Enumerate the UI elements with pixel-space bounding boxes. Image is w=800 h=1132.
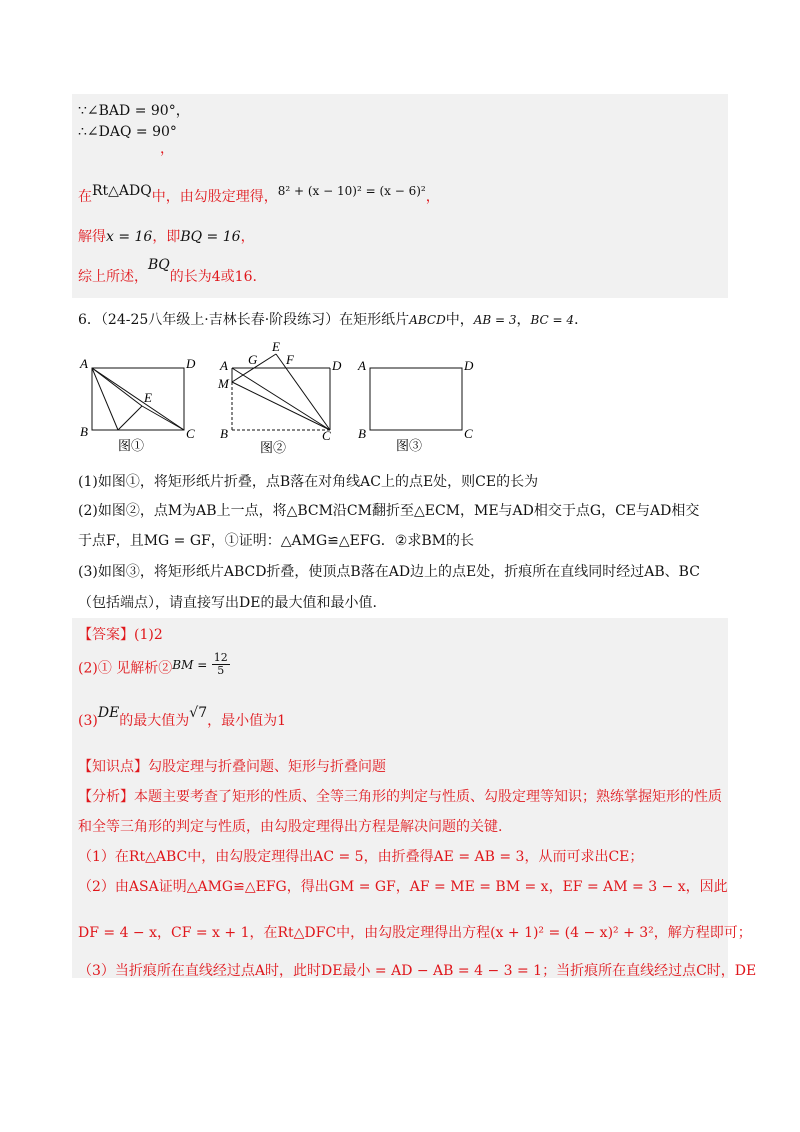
- label-d: D: [464, 358, 474, 373]
- solution-line-1: [78, 100, 190, 120]
- caption-fig3: 图③: [396, 439, 423, 454]
- label-e: E: [272, 339, 280, 354]
- label-f: F: [286, 352, 294, 367]
- problem-mid: 中，: [445, 312, 474, 328]
- answer-3-prefix: (3): [78, 713, 98, 729]
- bq-value: BQ = 16: [180, 229, 241, 245]
- equation: 8² + (x − 10)² = (x − 6)²: [277, 184, 426, 198]
- comma: ，: [240, 229, 255, 245]
- x-value: x = 16: [106, 229, 153, 245]
- analysis-2: 和全等三角形的判定与性质，由勾股定理得出方程是解决问题的关键.: [78, 819, 503, 835]
- analysis-3: （1）在Rt△ABC中，由勾股定理得出AC = 5，由折叠得AE = AB = 3，从而可求出CE；: [78, 849, 644, 865]
- bc-value: BC = 4: [530, 313, 575, 327]
- rect-name: ABCD: [409, 313, 446, 327]
- figure-3: [354, 346, 474, 458]
- question-2a: (2)如图②，点M为AB上一点，将△BCM沿CM翻折至△ECM，ME与AD相交于点G，CE与AD相交: [78, 503, 700, 519]
- bq-result: 的长为4或16.: [169, 269, 257, 285]
- label-d: D: [332, 358, 342, 373]
- label-e: E: [144, 390, 152, 405]
- problem-header: [78, 309, 588, 329]
- question-1: (1)如图①，将矩形纸片折叠，点B落在对角线AC上的点E处，则CE的长为: [78, 474, 539, 490]
- caption-fig1: 图①: [118, 439, 145, 454]
- label-c: C: [322, 428, 331, 443]
- problem-number: 6．: [78, 312, 101, 328]
- because-angle: ∵∠BAD = 90°，: [78, 103, 190, 119]
- max-text: 的最大值为: [119, 713, 190, 729]
- label-a: A: [80, 356, 88, 371]
- analysis-1: 【分析】本题主要考查了矩形的性质、全等三角形的判定与性质、勾股定理等知识；熟练掌握矩形的性质: [78, 789, 722, 805]
- text-ji: ，即: [152, 229, 181, 245]
- bq-label: BQ: [148, 257, 170, 273]
- knowledge-point: 【知识点】勾股定理与折叠问题、矩形与折叠问题: [78, 759, 386, 775]
- label-g: G: [248, 352, 258, 367]
- label-c: C: [464, 426, 473, 441]
- solution-line-3: [78, 183, 440, 206]
- question-3b: （包括端点），请直接写出DE的最大值和最小值.: [78, 595, 377, 611]
- question-3a: (3)如图③，将矩形纸片ABCD折叠，使顶点B落在AD边上的点E处，折痕所在直线同时经过AB、BC: [78, 564, 700, 580]
- figure-1: [78, 346, 198, 458]
- de-label: DE: [97, 705, 120, 721]
- solution-line-2-comma: [160, 138, 174, 158]
- analysis-5: DF = 4 − x，CF = x + 1，在Rt△DFC中，由勾股定理得出方程(x + 1)² = (4 − x)² + 3²，解方程即可；: [78, 925, 752, 941]
- label-a: A: [220, 358, 228, 373]
- sqrt7: √7: [189, 705, 208, 721]
- answer-2-text: (2)① 见解析②: [78, 660, 173, 677]
- label-b: B: [358, 426, 366, 441]
- label-b: B: [80, 424, 88, 439]
- label-b: B: [220, 426, 228, 441]
- answer-2: [78, 651, 230, 681]
- fraction-denominator: 5: [217, 664, 225, 677]
- min-text: ，最小值为1: [207, 713, 287, 729]
- rect-fig3: [370, 368, 462, 430]
- fraction-numerator: 12: [213, 651, 228, 664]
- triangle-adq: Rt△ADQ: [92, 183, 152, 199]
- label-c: C: [186, 426, 195, 441]
- analysis-4: （2）由ASA证明△AMG≌△EFG，得出GM = GF，AF = ME = BM = x，EF = AM = 3 − x，因此: [78, 879, 728, 895]
- solution-line-4: [78, 226, 255, 246]
- bm-fraction: [212, 652, 230, 677]
- label-m: M: [218, 376, 229, 391]
- therefore-angle: ∴∠DAQ = 90°: [78, 124, 177, 140]
- sep: ，: [516, 312, 531, 328]
- text-jiede: 解得: [78, 229, 106, 245]
- ab-value: AB = 3: [473, 313, 517, 327]
- label-d: D: [186, 356, 196, 371]
- text-zai: 在: [78, 189, 92, 205]
- question-2b: 于点F，且MG = GF，①证明：△AMG≌△EFG．②求BM的长: [78, 533, 474, 549]
- label-a: A: [358, 358, 366, 373]
- text-summary: 综上所述，: [78, 269, 148, 285]
- comma: ，: [160, 141, 174, 157]
- caption-fig2: 图②: [260, 441, 287, 456]
- end: ．: [574, 312, 589, 328]
- answer-3: [78, 705, 287, 730]
- pythagoras-text: 中，由勾股定理得，: [151, 189, 278, 205]
- problem-source: （24-25八年级上·吉林长春·阶段练习）在矩形纸片: [100, 312, 410, 328]
- figure-2: [216, 338, 346, 458]
- solution-line-5: [78, 257, 257, 286]
- analysis-6: （3）当折痕所在直线经过点A时，此时DE最小 = AD − AB = 4 − 3 = 1；当折痕所在直线经过点C时，DE: [78, 963, 757, 979]
- answer-1: 【答案】(1)2: [78, 627, 163, 643]
- comma: ，: [425, 189, 440, 205]
- bm-label: BM =: [172, 657, 208, 672]
